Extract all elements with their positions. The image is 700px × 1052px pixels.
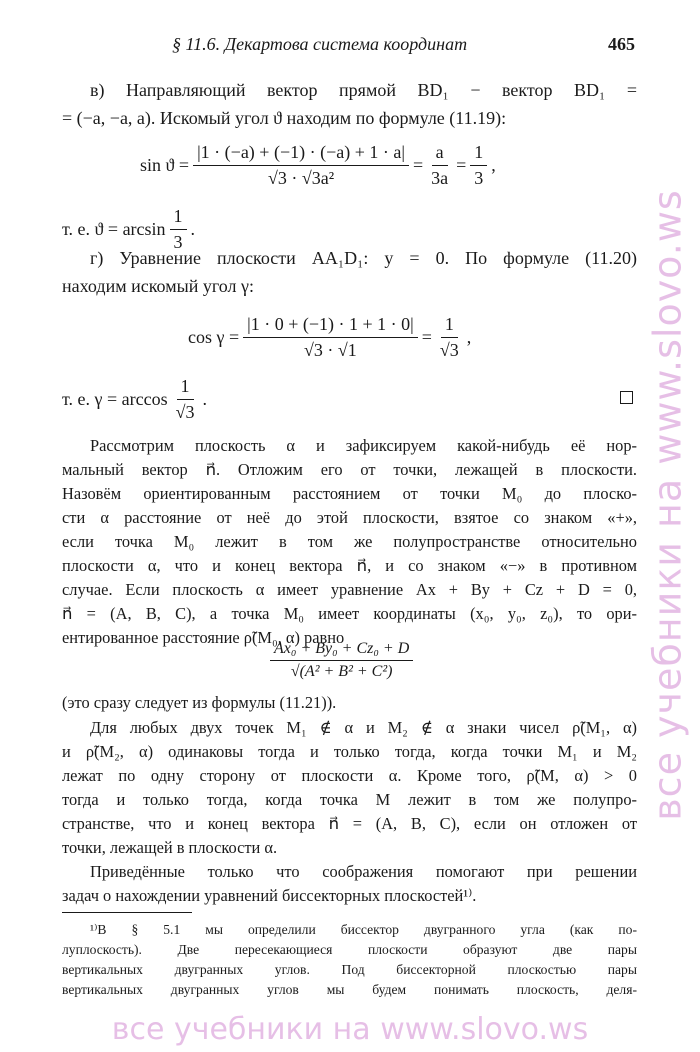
side-watermark-text: все учебники на www.slovo.ws xyxy=(646,189,690,821)
para-oriented-line: ентированное расстояние ρ̃(M₀, α) равно xyxy=(62,628,345,647)
part-v-line-1: в) Направляющий вектор прямой BD₁ − вектор BD₁ = xyxy=(90,80,637,100)
para-signs-line: тогда и только тогда, когда точка M лежит в том же полупро- xyxy=(62,790,637,809)
arcsin-fraction xyxy=(170,206,187,253)
cos-result-fraction xyxy=(436,314,463,361)
arccos-tail: . xyxy=(202,389,207,409)
para-bisector-line: Приведённые только что соображения помогают при решении xyxy=(90,862,637,881)
sin-mid-numerator: a xyxy=(432,142,448,166)
arcsin-numerator: 1 xyxy=(170,206,187,230)
cos-formula xyxy=(188,314,471,361)
sin-formula-tail: , xyxy=(491,155,496,175)
para-oriented-line: случае. Если плоскость α имеет уравнение Ax + By + Cz + D = 0, xyxy=(62,580,637,599)
footnote-line: вертикальных двугранных углов. Под биссекторной плоскостью пары xyxy=(62,962,637,977)
arcsin-tail: . xyxy=(190,219,196,239)
para-oriented-line: если точка M₀ лежит в том же полупространстве относительно xyxy=(62,532,637,551)
arccos-prefix: т. е. γ = arccos xyxy=(62,389,168,409)
arccos-fraction xyxy=(172,376,199,423)
para-signs-line: точки, лежащей в плоскости α. xyxy=(62,838,278,857)
cos-formula-lhs: cos γ = xyxy=(188,327,240,347)
sin-mid-fraction xyxy=(427,142,452,189)
sin-mid-denominator: 3a xyxy=(431,168,449,188)
sin-main-numerator: |1 · (−a) + (−1) · (−a) + 1 · a| xyxy=(193,142,409,166)
footnote-line: луплоскость). Две пересекающиеся плоскости образуют две пары xyxy=(62,942,637,957)
section-title: § 11.6. Декартова система координат xyxy=(172,34,468,54)
para-signs-line: Для любых двух точек M₁ ∉ α и M₂ ∉ α знаки чисел ρ̃(M₁, α) xyxy=(90,718,637,737)
arccos-numerator: 1 xyxy=(177,376,194,400)
sin-result-fraction xyxy=(470,142,487,189)
sin-result-denominator: 3 xyxy=(474,168,484,188)
rho-formula xyxy=(266,640,417,681)
sin-mid-equals: = xyxy=(412,155,424,175)
para-signs-line: лежат по одну сторону от плоскости α. Кроме того, ρ̃(M, α) > 0 xyxy=(62,766,637,785)
end-of-proof-square xyxy=(620,391,633,404)
footnote-line: ¹⁾В § 5.1 мы определили биссектор двугранного угла (как по- xyxy=(90,922,637,937)
after-formula-line: (это сразу следует из формулы (11.21)). xyxy=(62,693,337,712)
para-oriented-line: плоскости α, что и конец вектора n⃗, и со знаком «−» в противном xyxy=(62,556,637,575)
para-oriented-line: Рассмотрим плоскость α и зафиксируем какой-нибудь её нор- xyxy=(90,436,637,455)
arcsin-result xyxy=(62,206,195,253)
sin-formula-lhs: sin ϑ = xyxy=(140,155,190,175)
rho-denominator: √(A² + B² + C²) xyxy=(290,663,393,680)
para-bisector-line: задач о нахождении уравнений биссекторных плоскостей¹⁾. xyxy=(62,886,477,905)
cos-result-denominator: √3 xyxy=(439,340,459,360)
part-g-line-1: г) Уравнение плоскости AA₁D₁: y = 0. По формуле (11.20) xyxy=(90,248,637,268)
cos-formula-tail: , xyxy=(466,327,472,347)
cos-main-denominator: √3 · √1 xyxy=(304,340,357,360)
footnote-rule xyxy=(62,912,192,913)
rho-fraction xyxy=(270,640,413,681)
para-oriented-line: Назовём ориентированным расстоянием от точки M₀ до плоско- xyxy=(62,484,637,503)
para-signs-line: и ρ̃(M₂, α) одинаковы тогда и только тогда, когда точки M₁ и M₂ xyxy=(62,742,637,761)
part-g-line-2: находим искомый угол γ: xyxy=(62,276,254,296)
para-oriented-line: n⃗ = (A, B, C), а точка M₀ имеет координаты (x₀, y₀, z₀), то ори- xyxy=(62,604,637,623)
footnote-line: вертикальных двугранных углов мы будем понимать плоскость, деля- xyxy=(62,982,637,997)
para-signs-line: странстве, что и конец вектора n⃗ = (A, B, C), если он отложен от xyxy=(62,814,637,833)
cos-main-numerator: |1 · 0 + (−1) · 1 + 1 · 0| xyxy=(243,314,418,338)
sin-main-fraction xyxy=(193,142,409,189)
cos-main-fraction xyxy=(243,314,418,361)
cos-res-equals: = xyxy=(421,327,432,347)
rho-numerator: Ax₀ + By₀ + Cz₀ + D xyxy=(270,640,413,661)
arccos-result xyxy=(62,376,207,423)
para-oriented-line: сти α расстояние от неё до этой плоскости, взятое со знаком «+», xyxy=(62,508,637,527)
page-number: 465 xyxy=(608,34,635,54)
arcsin-prefix: т. е. ϑ = arcsin xyxy=(62,219,166,239)
sin-res-equals: = xyxy=(456,155,467,175)
para-oriented-line: мальный вектор n⃗. Отложим его от точки, лежащей в плоскости. xyxy=(62,460,637,479)
running-header xyxy=(60,34,635,55)
sin-result-numerator: 1 xyxy=(470,142,487,166)
sin-main-denominator: √3 · √3a² xyxy=(267,168,335,188)
arccos-denominator: √3 xyxy=(175,402,195,422)
cos-result-numerator: 1 xyxy=(441,314,458,338)
bottom-watermark: все учебники на www.slovo.ws xyxy=(111,1012,589,1047)
side-watermark xyxy=(640,110,696,900)
arcsin-denominator: 3 xyxy=(173,232,183,252)
part-v-line-2: = (−a, −a, a). Искомый угол ϑ находим по формуле (11.19): xyxy=(62,108,507,128)
sin-formula xyxy=(140,142,496,189)
